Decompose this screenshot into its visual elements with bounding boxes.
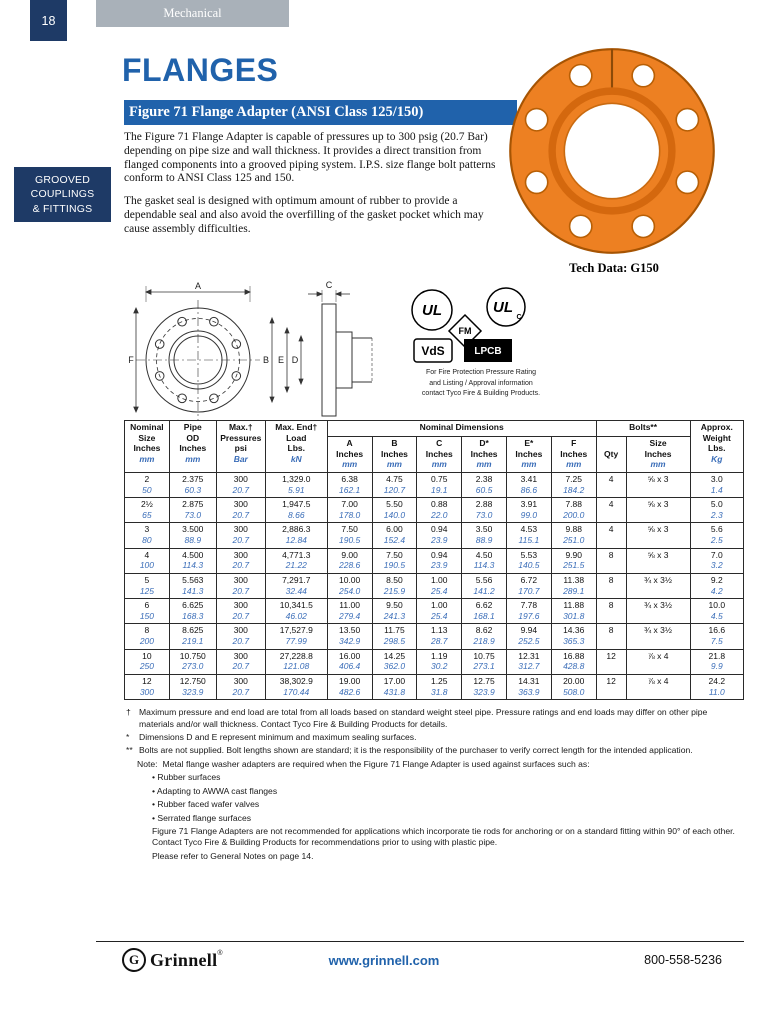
table-row [125, 472, 744, 497]
certification-note-line: and Listing / Approval information [429, 379, 533, 387]
intro-text [124, 131, 506, 246]
table-cell: 20.00 508.0 [551, 674, 596, 699]
dim-column-header: B Inches mm [372, 437, 417, 473]
col-header-pipe-od: Pipe OD Inches mm [169, 421, 216, 473]
table-cell: 1,947.5 8.66 [265, 498, 327, 523]
figure-title-bar [124, 100, 517, 125]
table-cell: 16.00 406.4 [327, 649, 372, 674]
table-cell: ⅝ x 3 [626, 548, 690, 573]
table-cell: ⅝ x 3 [626, 472, 690, 497]
table-cell: 0.88 22.0 [417, 498, 462, 523]
table-cell: 300 20.7 [216, 548, 265, 573]
table-row [125, 573, 744, 598]
table-cell: 12.75 323.9 [462, 674, 507, 699]
note-bullets [152, 772, 742, 824]
col-header-nominal-size: Nominal Size Inches mm [125, 421, 170, 473]
table-cell: 300 20.7 [216, 624, 265, 649]
intro-paragraph-2: The gasket seal is designed with optimum amount of rubber to provide a dependable seal and also avoid the overfilling of the gasket pocket which may cause assembly difficulties. [124, 195, 484, 235]
table-cell: 12 [596, 674, 626, 699]
ulc-mark-suffix: C [516, 314, 522, 321]
side-view-profile [322, 304, 372, 416]
footnotes [124, 707, 742, 862]
table-cell: 10.750 273.0 [169, 649, 216, 674]
website-link[interactable]: www.grinnell.com [328, 953, 440, 968]
table-row [125, 523, 744, 548]
dim-column-header: E* Inches mm [506, 437, 551, 473]
note-bullet: • Adapting to AWWA cast flanges [152, 786, 742, 797]
table-cell: 4.500 114.3 [169, 548, 216, 573]
page-number [30, 0, 67, 41]
section-tab-label: Mechanical [163, 6, 222, 20]
spec-table [124, 420, 744, 700]
table-cell: 4.53 115.1 [506, 523, 551, 548]
ulc-mark-label: UL [493, 299, 513, 316]
table-cell: 5.56 141.2 [462, 573, 507, 598]
table-cell: 8 [596, 624, 626, 649]
table-cell: 10.75 273.1 [462, 649, 507, 674]
sidebar-line: COUPLINGS [30, 188, 95, 201]
table-cell: 9.94 252.5 [506, 624, 551, 649]
certification-note [398, 368, 564, 400]
table-cell: 3.50 88.9 [462, 523, 507, 548]
table-cell: 3.41 86.6 [506, 472, 551, 497]
table-row [125, 674, 744, 699]
table-cell: ⅝ x 3 [626, 498, 690, 523]
table-cell: 6.38 162.1 [327, 472, 372, 497]
certification-marks [406, 287, 556, 367]
note-bullet: • Serrated flange surfaces [152, 813, 742, 824]
table-cell: 4 100 [125, 548, 170, 573]
note-continuation: Figure 71 Flange Adapters are not recommended for applications which incorporate tie rods for anchoring or on a standard fitting within 90° of each other. Contact Tyco Fire & Building Products for recommendations prior to using with plastic pipe. [152, 825, 735, 848]
table-cell: 3.500 88.9 [169, 523, 216, 548]
sidebar-category-grooved-couplings[interactable] [14, 167, 111, 222]
table-cell: 9.00 228.6 [327, 548, 372, 573]
col-header-weight: Approx. Weight Lbs. Kg [690, 421, 743, 473]
table-body [125, 472, 744, 699]
table-cell: 4 [596, 498, 626, 523]
table-cell: 9.50 241.3 [372, 599, 417, 624]
table-cell: 3.0 1.4 [690, 472, 743, 497]
table-cell: 11.00 279.4 [327, 599, 372, 624]
table-cell: 14.31 363.9 [506, 674, 551, 699]
dim-label-b: B [262, 355, 270, 365]
table-cell: 4 [596, 523, 626, 548]
page-number-label: 18 [41, 13, 56, 28]
table-cell: 8 [596, 548, 626, 573]
table-cell: 13.50 342.9 [327, 624, 372, 649]
table-cell: 11.38 289.1 [551, 573, 596, 598]
dim-column-header: F Inches mm [551, 437, 596, 473]
table-cell: 24.2 11.0 [690, 674, 743, 699]
ul-mark-label: UL [422, 302, 442, 319]
table-cell: 9.2 4.2 [690, 573, 743, 598]
table-cell: 11.75 298.5 [372, 624, 417, 649]
table-cell: 17.00 431.8 [372, 674, 417, 699]
table-row [125, 624, 744, 649]
table-cell: 300 20.7 [216, 472, 265, 497]
dim-label-e: E [277, 355, 285, 365]
table-cell: 300 20.7 [216, 599, 265, 624]
table-cell: 6.625 168.3 [169, 599, 216, 624]
table-cell: 1.19 30.2 [417, 649, 462, 674]
table-cell: 12 [596, 649, 626, 674]
table-cell: 2½ 65 [125, 498, 170, 523]
table-cell: 3 80 [125, 523, 170, 548]
table-cell: ⅞ x 4 [626, 674, 690, 699]
note-bullet: • Rubber surfaces [152, 772, 742, 783]
table-cell: 6.72 170.7 [506, 573, 551, 598]
table-cell: 6 150 [125, 599, 170, 624]
dim-column-header: C Inches mm [417, 437, 462, 473]
table-cell: 6.00 152.4 [372, 523, 417, 548]
table-cell: 2,886.3 12.84 [265, 523, 327, 548]
dimension-drawing [126, 280, 418, 422]
table-cell: ⅞ x 4 [626, 649, 690, 674]
table-cell: 27,228.8 121.08 [265, 649, 327, 674]
table-cell: 8.625 219.1 [169, 624, 216, 649]
table-cell: 2.88 73.0 [462, 498, 507, 523]
footnote-dagger: † Maximum pressure and end load are total from all loads based on standard weight steel pipe. Pressure ratings and end loads may differ on other pipe materials and/or wall thickness. Contact Tyco Fire & Building Products for details. [126, 707, 708, 729]
footnote-double-star: ** Bolts are not supplied. Bolt lengths shown are standard; it is the responsibility of the purchaser to verify correct length for the intended application. [126, 745, 693, 756]
table-cell: 2.875 73.0 [169, 498, 216, 523]
table-cell: 0.94 23.9 [417, 523, 462, 548]
table-cell: 38,302.9 170.44 [265, 674, 327, 699]
table-cell: 4.75 120.7 [372, 472, 417, 497]
table-cell: 21.8 9.9 [690, 649, 743, 674]
grinnell-g-icon: G [122, 948, 146, 972]
table-cell: 7.25 184.2 [551, 472, 596, 497]
table-cell: 19.00 482.6 [327, 674, 372, 699]
table-cell: ¾ x 3½ [626, 624, 690, 649]
table-row [125, 498, 744, 523]
intro-paragraph-1: The Figure 71 Flange Adapter is capable of pressures up to 300 psig (20.7 Bar) depending on pipe size and wall thickness. It provides a direct transition from flanged components into a grooved piping system. I.P.S. size flange bolt patterns conform to ANSI Class 125 and 150. [124, 131, 496, 185]
table-cell: 5.50 140.0 [372, 498, 417, 523]
footer-divider [96, 941, 744, 942]
table-cell: 16.6 7.5 [690, 624, 743, 649]
footnote-star: * Dimensions D and E represent minimum and maximum sealing surfaces. [126, 731, 417, 742]
table-cell: 5.53 140.5 [506, 548, 551, 573]
table-cell: 9.90 251.5 [551, 548, 596, 573]
lpcb-mark-label: LPCB [474, 346, 502, 357]
sidebar-line: GROOVED [34, 174, 91, 187]
phone-number: 800-558-5236 [644, 953, 722, 967]
registered-mark: ® [217, 950, 223, 957]
footnote-note: Note: Metal flange washer adapters are required when the Figure 71 Flange Adapter is used against surfaces such as: [137, 758, 590, 769]
table-cell: 1.00 25.4 [417, 573, 462, 598]
table-cell: 2.375 60.3 [169, 472, 216, 497]
table-cell: 7.88 200.0 [551, 498, 596, 523]
table-cell: 8.62 218.9 [462, 624, 507, 649]
table-cell: 5.0 2.3 [690, 498, 743, 523]
table-cell: 300 20.7 [216, 573, 265, 598]
sidebar-line: & FITTINGS [32, 202, 93, 215]
table-cell: 17,527.9 77.99 [265, 624, 327, 649]
table-cell: 300 20.7 [216, 523, 265, 548]
table-cell: 300 20.7 [216, 649, 265, 674]
table-cell: 0.75 19.1 [417, 472, 462, 497]
figure-title-label: Figure 71 Flange Adapter (ANSI Class 125/150) [129, 104, 424, 120]
table-cell: 1.00 25.4 [417, 599, 462, 624]
table-cell: 5.6 2.5 [690, 523, 743, 548]
table-cell: 8 [596, 573, 626, 598]
certification-note-line: contact Tyco Fire & Building Products. [421, 390, 541, 397]
table-cell: 8 [596, 599, 626, 624]
grinnell-wordmark: Grinnell [150, 949, 218, 970]
qty-column-header: Qty [596, 437, 626, 473]
table-cell: 1.13 28.7 [417, 624, 462, 649]
dim-label-d: D [291, 355, 299, 365]
table-row [125, 649, 744, 674]
table-header-row [125, 421, 744, 437]
table-cell: 300 20.7 [216, 498, 265, 523]
vds-mark-label: VdS [421, 344, 445, 358]
page-title: FLANGES [122, 52, 279, 88]
dim-label-a: A [194, 281, 202, 291]
table-cell: 1,329.0 5.91 [265, 472, 327, 497]
dim-label-f: F [128, 355, 134, 365]
table-cell: ¾ x 3½ [626, 599, 690, 624]
fm-mark-label: FM [458, 326, 472, 336]
dim-column-header: D* Inches mm [462, 437, 507, 473]
note-final: Please refer to General Notes on page 14. [152, 850, 314, 861]
table-cell: 16.88 428.8 [551, 649, 596, 674]
table-cell: 7.78 197.6 [506, 599, 551, 624]
table-cell: 8.50 215.9 [372, 573, 417, 598]
table-row [125, 548, 744, 573]
table-cell: 11.88 301.8 [551, 599, 596, 624]
table-cell: 2.38 60.5 [462, 472, 507, 497]
table-cell: 10 250 [125, 649, 170, 674]
table-cell: 12 300 [125, 674, 170, 699]
dim-column-header: A Inches mm [327, 437, 372, 473]
bolt-size-column-header: Size Inches mm [626, 437, 690, 473]
dim-c-line [308, 290, 350, 302]
table-cell: 5 125 [125, 573, 170, 598]
table-cell: 7,291.7 32.44 [265, 573, 327, 598]
flange-product-photo [506, 45, 718, 257]
table-cell: 2 50 [125, 472, 170, 497]
table-cell: 9.88 251.0 [551, 523, 596, 548]
table-cell: 10.0 4.5 [690, 599, 743, 624]
table-row [125, 599, 744, 624]
col-header-nominal-dimensions: Nominal Dimensions [327, 421, 596, 437]
col-header-max-pressure: Max.† Pressures psi Bar [216, 421, 265, 473]
dim-label-c: C [325, 280, 333, 290]
tech-data-reference: Tech Data: G150 [569, 261, 659, 275]
table-cell: 0.94 23.9 [417, 548, 462, 573]
table-cell: 14.25 362.0 [372, 649, 417, 674]
table-cell: 7.50 190.5 [327, 523, 372, 548]
table-cell: 7.00 178.0 [327, 498, 372, 523]
certification-note-line: For Fire Protection Pressure Rating [425, 369, 537, 376]
col-header-max-end-load: Max. End† Load Lbs. kN [265, 421, 327, 473]
table-cell: 6.62 168.1 [462, 599, 507, 624]
table-cell: 7.0 3.2 [690, 548, 743, 573]
section-tab-mechanical [96, 0, 289, 27]
note-bullet: • Rubber faced wafer valves [152, 799, 742, 810]
table-cell: 14.36 365.3 [551, 624, 596, 649]
table-cell: 4,771.3 21.22 [265, 548, 327, 573]
table-cell: ¾ x 3½ [626, 573, 690, 598]
table-cell: 4 [596, 472, 626, 497]
col-header-bolts: Bolts** [596, 421, 690, 437]
table-cell: 1.25 31.8 [417, 674, 462, 699]
table-cell: 5.563 141.3 [169, 573, 216, 598]
table-cell: 300 20.7 [216, 674, 265, 699]
table-cell: ⅝ x 3 [626, 523, 690, 548]
table-cell: 8 200 [125, 624, 170, 649]
flange-bore [564, 103, 659, 198]
table-cell: 10.00 254.0 [327, 573, 372, 598]
table-cell: 12.31 312.7 [506, 649, 551, 674]
table-cell: 4.50 114.3 [462, 548, 507, 573]
table-cell: 12.750 323.9 [169, 674, 216, 699]
spec-section [124, 420, 744, 864]
table-cell: 10,341.5 46.02 [265, 599, 327, 624]
table-cell: 3.91 99.0 [506, 498, 551, 523]
table-cell: 7.50 190.5 [372, 548, 417, 573]
